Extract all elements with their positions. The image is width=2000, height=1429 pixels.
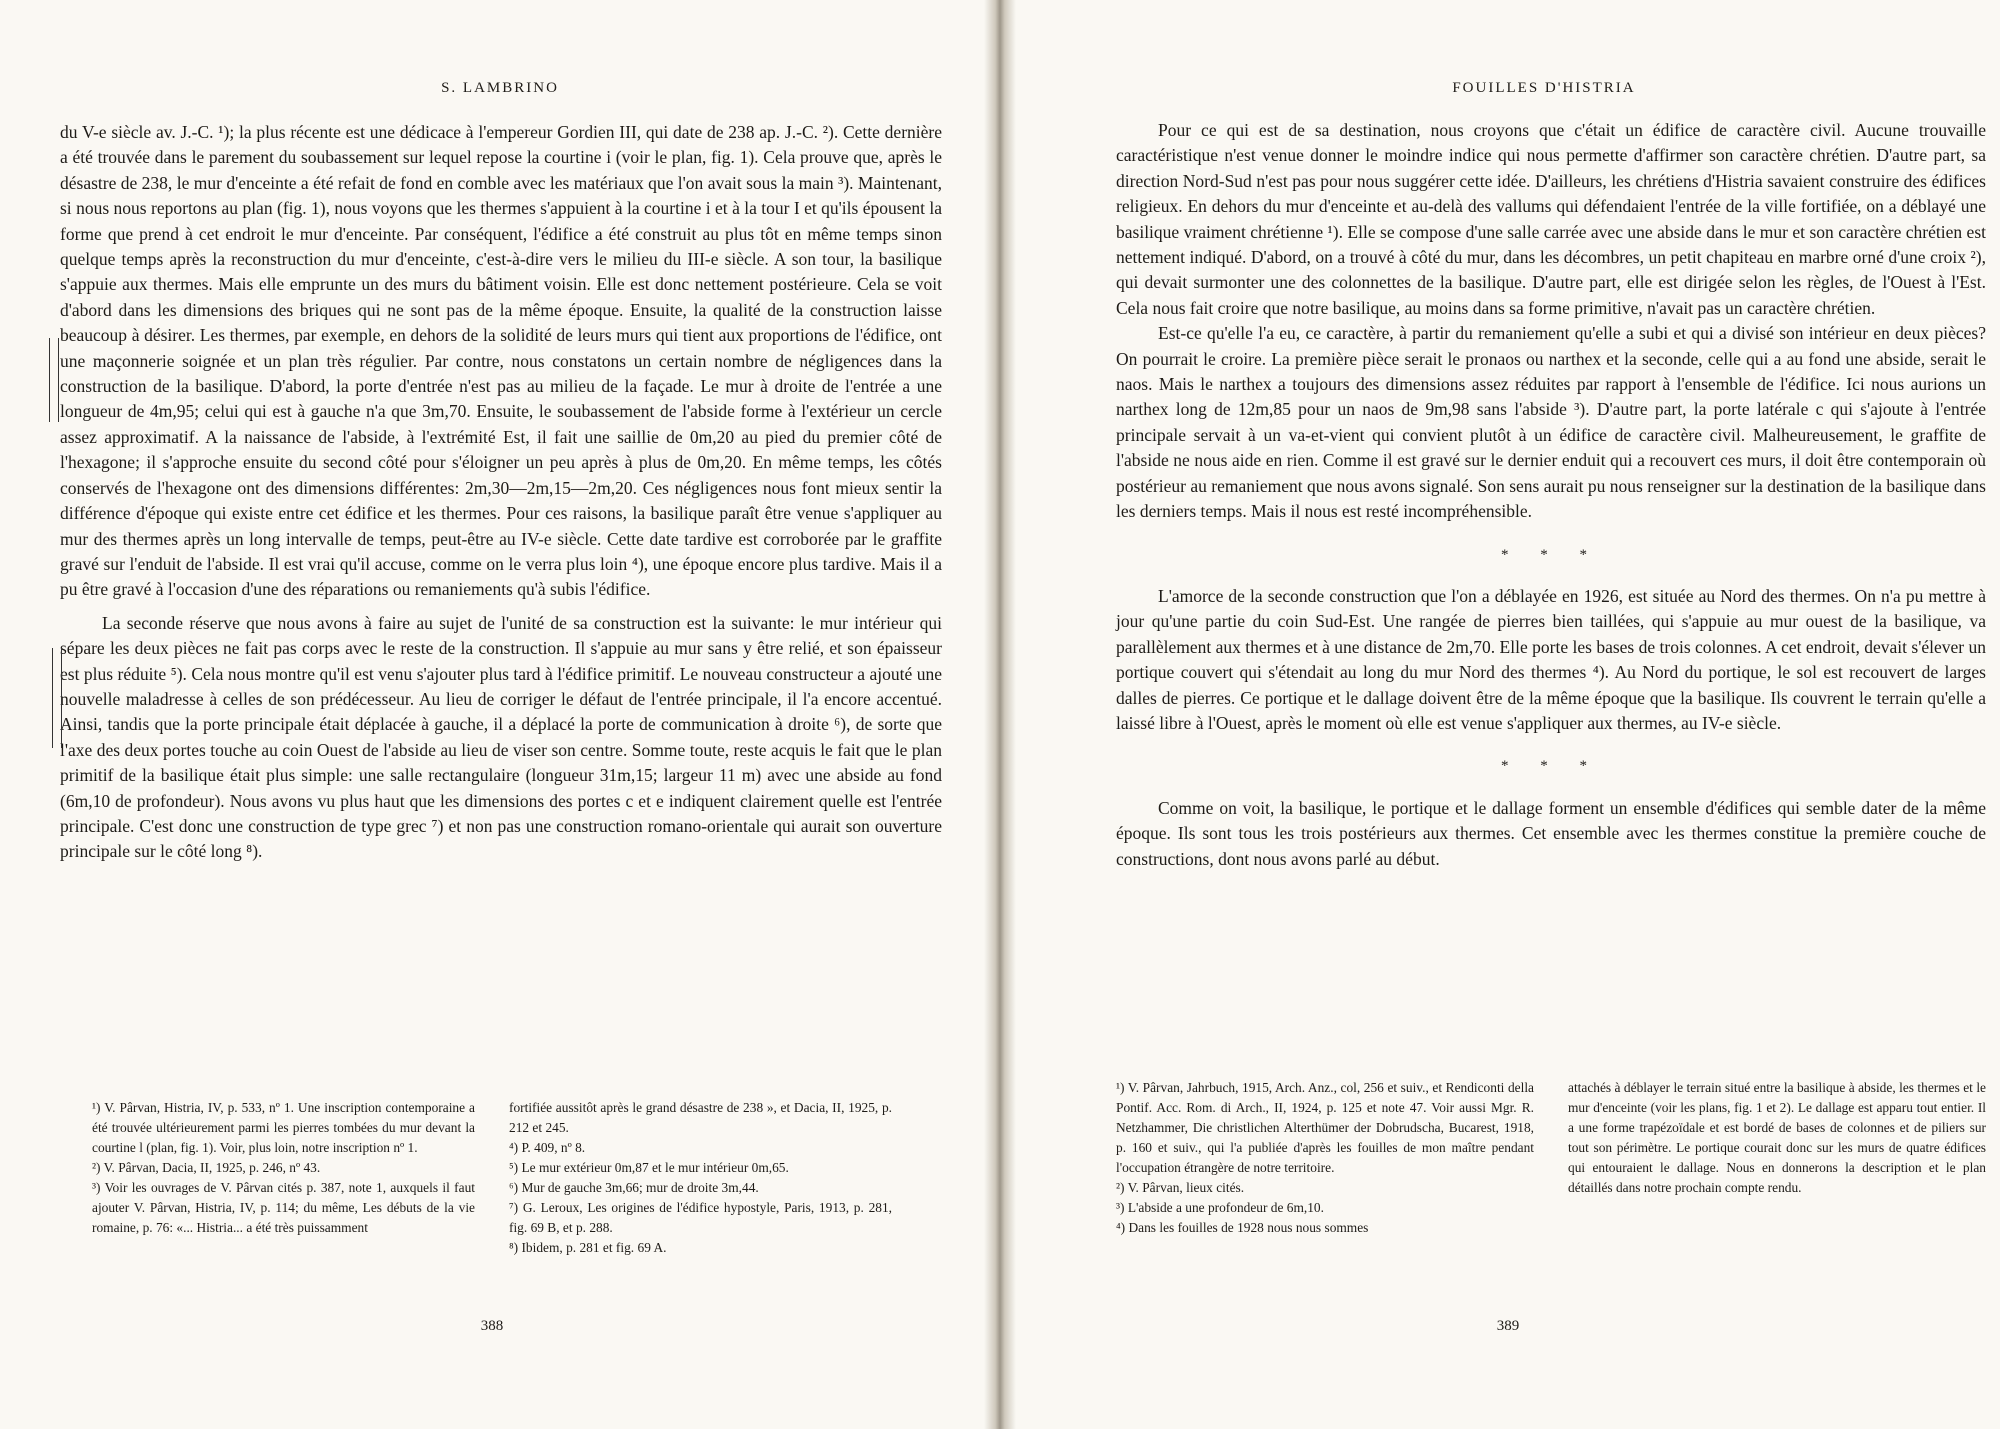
footnote-column: [1568, 1078, 1986, 1238]
right-page: [1004, 0, 2000, 1429]
right-paragraph-3: L'amorce de la seconde construction que l'on a déblayée en 1926, est située au Nord des thermes. On n'a pu mettre à jour qu'une partie du coin Sud-Est. Une rangée de pierres bien taillées, qui s'appuie au mur ouest de la basilique, va parallèlement aux thermes et à une distance de 2m,70. Elle porte les bases de trois colonnes. A cet endroit, devait s'élever un portique couvert qui s'étendait au long du mur Nord des thermes ⁴). Au Nord du portique, le sol est recouvert de larges dalles de pierres. Ce portique et le dallage doivent être de la même époque que la basilique. Ils couvrent le terrain qu'elle a laissé libre à l'Ouest, après le moment où elle est venue s'appliquer aux thermes, au IV-e siècle.: [1116, 585, 1986, 733]
footnote: ⁷) G. Leroux, Les origines de l'édifice hypostyle, Paris, 1913, p. 281, fig. 69 B, et p. 288.: [509, 1200, 892, 1235]
footnote-column: [1116, 1078, 1534, 1238]
footnote-column: [509, 1098, 892, 1258]
footnote: ³) Voir les ouvrages de V. Pârvan cités p. 387, note 1, auxquels il faut ajouter V. Pârvan, Histria, IV, p. 114; du même, Les débuts de la vie romaine, p. 76: «... Histria... a été très puissamment: [92, 1180, 475, 1235]
footnote: ⁴) P. 409, nº 8.: [509, 1140, 586, 1155]
footnote: ⁸) Ibidem, p. 281 et fig. 69 A.: [509, 1240, 667, 1255]
footnote: ⁶) Mur de gauche 3m,66; mur de droite 3m,44.: [509, 1180, 759, 1195]
left-paragraph-2: La seconde réserve que nous avons à faire au sujet de l'unité de sa construction est la suivante: le mur intérieur qui sépare les deux pièces ne fait pas corps avec le reste de la construction. Il s'appuie au mur sans y être relié, et son épaisseur est plus réduite ⁵). Cela nous montre qu'il est venu s'ajouter plus tard à l'édifice primitif. Le nouveau constructeur a ajouté une nouvelle maladresse à celles de son prédécesseur. Au lieu de corriger le défaut de l'entrée principale, il l'a encore accentué. Ainsi, tandis que la porte principale était déplacée à gauche, il a déplacé la porte de communication à droite ⁶), de sorte que l'axe des deux portes touche au coin Ouest de l'abside au lieu de viser son centre. Somme toute, reste acquis le fait que le plan primitif de la basilique était plus simple: une salle rectangulaire (longueur 31m,15; largeur 11 m) avec une abside au fond (6m,10 de profondeur). Nous avons vu plus haut que les dimensions des portes c et e indiquent clairement quelle est l'entrée principale. C'est donc une construction de type grec ⁷) et non pas une construction romano-orientale qui aurait son ouverture principale sur le côté long ⁸).: [60, 612, 942, 862]
book-gutter: [984, 0, 1016, 1429]
footnote: ¹) V. Pârvan, Jahrbuch, 1915, Arch. Anz., col, 256 et suiv., et Rendiconti della Pontif. Acc. Rom. di Arch., II, 1924, p. 125 et note 47. Voir aussi Mgr. R. Netzhammer, Die christlichen Alterthümer der Dobrudscha, Bucarest, 1918, p. 160 et suiv., qui l'a publiée d'après les fouilles de mon maître pendant l'occupation étrangère de notre territoire.: [1116, 1080, 1534, 1175]
footnote: ⁴) Dans les fouilles de 1928 nous nous sommes: [1116, 1220, 1369, 1235]
footnote: fortifiée aussitôt après le grand désastre de 238 », et Dacia, II, 1925, p. 212 et 245.: [509, 1100, 892, 1135]
left-page: [0, 0, 996, 1429]
right-body-text: [1116, 118, 1986, 872]
footnote-column: [92, 1098, 475, 1258]
right-paragraph-1: Pour ce qui est de sa destination, nous croyons que c'était un édifice de caractère civil. Aucune trouvaille caractéristique n'est venue donner le moindre indice qui nous permette d'affirmer son caractère chrétien. D'autre part, sa direction Nord-Sud n'est pas pour nous suggérer cette idée. D'ailleurs, les chrétiens d'Histria savaient construire des édifices religieux. En dehors du mur d'enceinte et au-delà des vallums qui défendaient l'entrée de la ville fortifiée, on a déblayé une basilique vraiment chrétienne ¹). Elle se compose d'une salle carrée avec une abside dans le mur et son caractère chrétien est nettement indiqué. D'abord, on a trouvé à côté du mur, dans les décombres, un petit chapiteau en marbre orné d'une croix ²), qui devait surmonter une des colonnettes de la basilique. D'autre part, elle est dirigée selon les règles, de l'Ouest à l'Est. Cela nous fait croire que notre basilique, au moins dans sa forme primitive, n'avait pas un caractère chrétien.: [1116, 120, 1986, 318]
margin-mark: [49, 338, 59, 422]
left-paragraph-1: du V-e siècle av. J.-C. ¹); la plus récente est une dédicace à l'empereur Gordien III, qui date de 238 ap. J.-C. ²). Cette dernière a été trouvée dans le parement du soubassement sur lequel repose la courtine i (voir le plan, fig. 1). Cela prouve que, après le désastre de 238, le mur d'enceinte a été refait de fond en comble avec les matériaux que l'on avait sous la main ³). Maintenant, si nous nous reportons au plan (fig. 1), nous voyons que les thermes s'appuient à la courtine i et à la tour I et qu'ils épousent la forme que prend à cet endroit le mur d'enceinte. Par conséquent, l'édifice a été construit au plus tôt en même temps sinon quelque temps après la reconstruction du mur d'enceinte, c'est-à-dire vers le milieu du III-e siècle. A son tour, la basilique s'appuie aux thermes. Mais elle emprunte un des murs du bâtiment voisin. Elle est donc nettement postérieure. Cela se voit d'abord dans les dimensions des briques qui ne sont pas de la même époque. Ensuite, la qualité de la construction laisse beaucoup à désirer. Les thermes, par exemple, en dehors de la solidité de leurs murs qui tient aux proportions de l'édifice, ont une maçonnerie soignée et un plan très régulier. Par contre, nous constatons un certain nombre de négligences dans la construction de la basilique. D'abord, la porte d'entrée n'est pas au milieu de la façade. Le mur à droite de l'entrée a une longueur de 4m,95; celui qui est à gauche n'a que 3m,70. Ensuite, le soubassement de l'abside forme à l'extérieur un cercle assez approximatif. A la naissance de l'abside, à l'extrémité Est, il fait une saillie de 0m,20 au pied du premier côté de l'hexagone; il s'approche ensuite du second côté pour s'éloigner un peu après à plus de 0m,20. En même temps, les côtés conservés de l'hexagone ont des dimensions différentes: 2m,30—2m,15—2m,20. Ces négligences nous font mieux sentir la différence d'époque qui existe entre cet édifice et les thermes. Pour ces raisons, la basilique paraît être venue s'appliquer au mur des thermes après un long intervalle de temps, peut-être au IV-e siècle. Cette date tardive est corroborée par le graffite gravé sur l'enduit de l'abside. Il est vrai qu'il accuse, comme on le verra plus loin ⁴), une époque encore plus tardive. Mais il a pu être gravé à l'occasion d'une des réparations ou remaniements qu'à subis l'édifice.: [60, 122, 942, 600]
right-footnotes: [1116, 1078, 1986, 1238]
right-paragraph-2: Est-ce qu'elle l'a eu, ce caractère, à partir du remaniement qu'elle a subi et qui a divisé son intérieur en deux pièces? On pourrait le croire. La première pièce serait le pronaos ou narthex et la seconde, celle qui a au fond une abside, serait le naos. Mais le narthex a toujours des dimensions assez réduites par rapport à l'ensemble de l'édifice. Ici nous aurions un narthex long de 12m,85 pour un naos de 9m,98 sans l'abside ³). D'autre part, la porte latérale c qui s'ajoute à l'entrée principale servait à un va-et-vient qui convient plutôt à un édifice de caractère civil. Malheureusement, le graffite de l'abside ne nous aide en rien. Comme il est gravé sur le dernier enduit qui a recouvert ces murs, il doit être contemporain où postérieur au remaniement que nous avons signalé. Son sens aurait pu nous renseigner sur la destination de la basilique dans les derniers temps. Mais il nous est resté incompréhensible.: [1116, 323, 1986, 522]
footnote: attachés à déblayer le terrain situé entre la basilique à abside, les thermes et le mur d'enceinte (voir les plans, fig. 1 et 2). Le dallage est apparu tout entier. Il a une forme trapézoïdale et est bordé de bases de colonnes et de piliers sur tout son périmètre. Le portique courait donc sur les murs de quatre édifices qui entouraient le dallage. Nous en donnerons la description et le plan détaillés dans notre prochain compte rendu.: [1568, 1080, 1986, 1195]
margin-mark: [52, 648, 62, 748]
page-number-right: 389: [1496, 1318, 1520, 1334]
running-head-left: S. LAMBRINO: [441, 80, 559, 96]
left-body-text: [60, 120, 942, 865]
right-paragraph-4: Comme on voit, la basilique, le portique et le dallage forment un ensemble d'édifices qui semble dater de la même époque. Ils sont tous les trois postérieurs aux thermes. Cet ensemble avec les thermes constitue la première couche de constructions, dont nous avons parlé au début.: [1116, 797, 1986, 869]
footnote: ²) V. Pârvan, Dacia, II, 1925, p. 246, nº 43.: [92, 1160, 321, 1175]
section-separator: * * *: [1501, 546, 1601, 563]
footnote: ³) L'abside a une profondeur de 6m,10.: [1116, 1200, 1324, 1215]
running-head-right: FOUILLES D'HISTRIA: [1452, 80, 1636, 96]
footnote: ¹) V. Pârvan, Histria, IV, p. 533, nº 1. Une inscription contemporaine a été trouvée ultérieurement parmi les pierres tombées du mur devant la courtine l (plan, fig. 1). Voir, plus loin, notre inscription nº 1.: [92, 1100, 475, 1155]
footnote: ⁵) Le mur extérieur 0m,87 et le mur intérieur 0m,65.: [509, 1160, 789, 1175]
section-separator: * * *: [1501, 758, 1601, 775]
footnote: ²) V. Pârvan, lieux cités.: [1116, 1180, 1245, 1195]
page-number-left: 388: [480, 1318, 504, 1334]
left-footnotes: [92, 1098, 892, 1258]
